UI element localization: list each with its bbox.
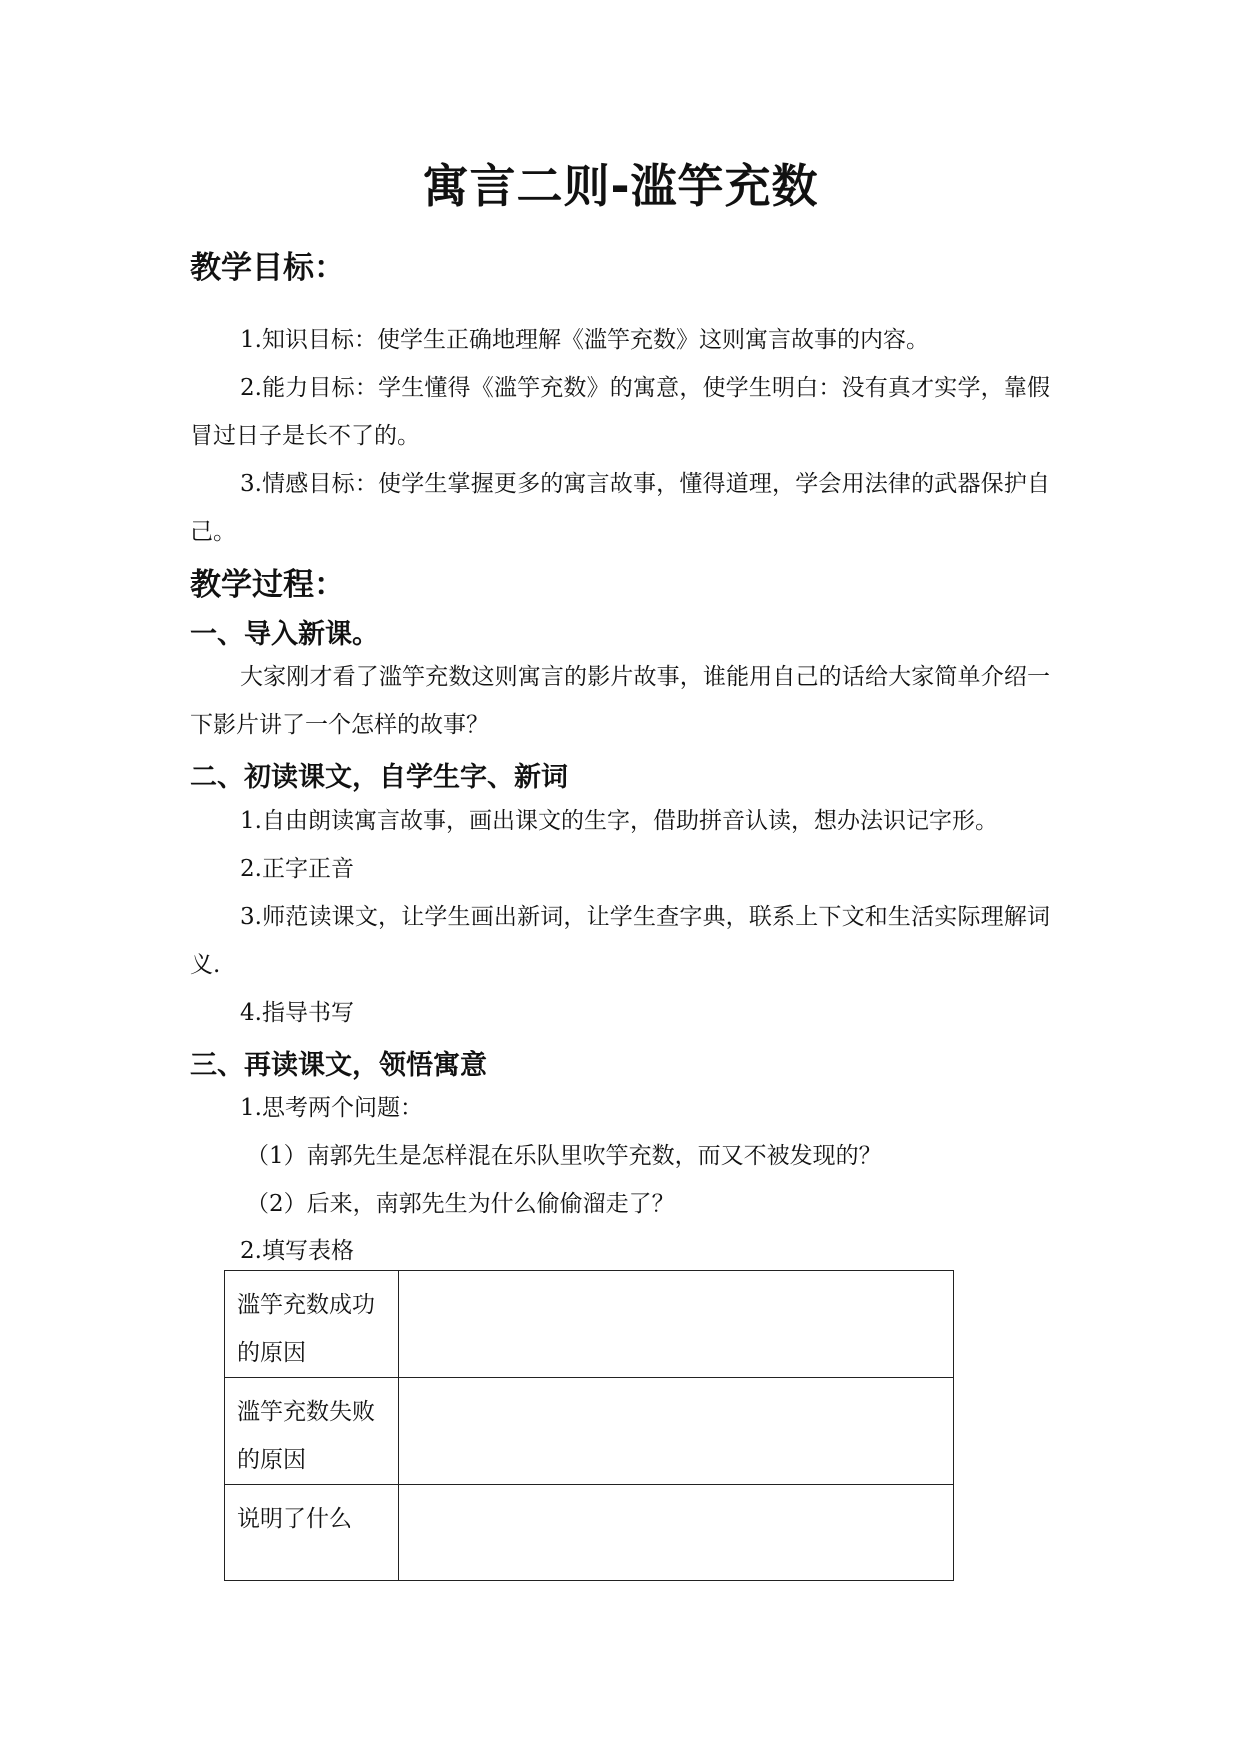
table-row <box>225 1378 954 1485</box>
table-answer-cell[interactable] <box>398 1378 953 1485</box>
section2-item-4: 4.指导书写 <box>240 1000 354 1026</box>
objectives-heading: 教学目标： <box>190 250 345 286</box>
reason-table <box>224 1270 954 1581</box>
page-title: 寓言二则-滥竽充数 <box>422 159 819 213</box>
section3-heading: 三、再读课文，领悟寓意 <box>190 1050 487 1081</box>
question-1: （1）南郭先生是怎样混在乐队里吹竽充数，而又不被发现的？ <box>246 1143 882 1169</box>
table-answer-cell[interactable] <box>398 1271 953 1378</box>
section3-item-2: 2.填写表格 <box>240 1238 354 1264</box>
table-row-label: 说明了什么 <box>225 1485 399 1581</box>
objective-1: 1.知识目标：使学生正确地理解《滥竽充数》这则寓言故事的内容。 <box>240 327 929 353</box>
section3-item-1: 1.思考两个问题： <box>240 1095 423 1121</box>
table-row-label: 滥竽充数成功的原因 <box>225 1271 399 1378</box>
section2-item-1: 1.自由朗读寓言故事，画出课文的生字，借助拼音认读，想办法识记字形。 <box>240 808 998 834</box>
section2-heading: 二、初读课文，自学生字、新词 <box>190 762 568 793</box>
process-heading: 教学过程： <box>190 567 345 603</box>
objective-2: 2.能力目标：学生懂得《滥竽充数》的寓意，使学生明白：没有真才实学，靠假冒过日子是长不了的。 <box>190 375 1050 449</box>
question-2: （2）后来，南郭先生为什么偷偷溜走了？ <box>246 1191 675 1217</box>
table-row <box>225 1485 954 1581</box>
section2-item-3: 3.师范读课文，让学生画出新词，让学生查字典，联系上下文和生活实际理解词义. <box>190 904 1050 978</box>
table-row-label: 滥竽充数失败的原因 <box>225 1378 399 1485</box>
table-answer-cell[interactable] <box>398 1485 953 1581</box>
section1-text: 大家刚才看了滥竽充数这则寓言的影片故事，谁能用自己的话给大家简单介绍一下影片讲了一个怎样的故事？ <box>190 664 1050 738</box>
section1-heading: 一、导入新课。 <box>190 619 379 650</box>
objective-3: 3.情感目标：使学生掌握更多的寓言故事，懂得道理，学会用法律的武器保护自己。 <box>190 471 1050 545</box>
section2-item-2: 2.正字正音 <box>240 856 354 882</box>
table-row <box>225 1271 954 1378</box>
